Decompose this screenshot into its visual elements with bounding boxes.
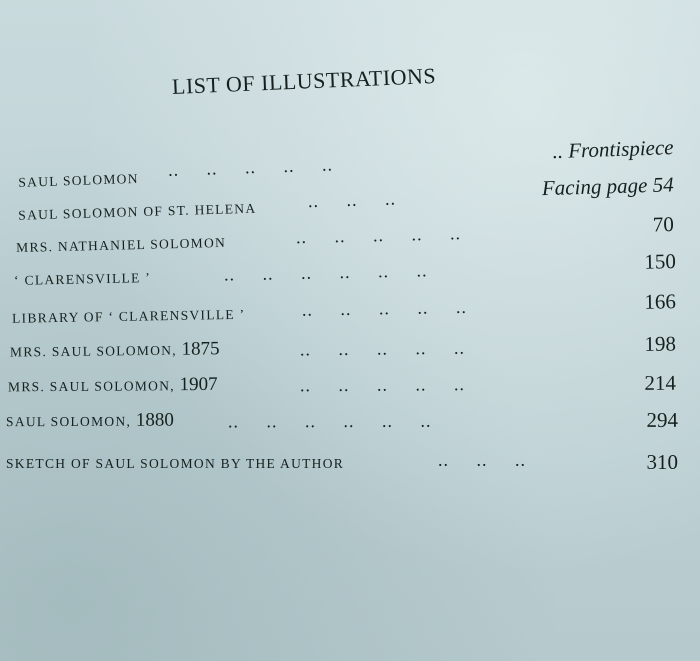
list-item (10, 332, 676, 369)
page-number: Facing page 54 (541, 172, 675, 201)
dot-leaders: .. .. .. .. .. (299, 374, 466, 396)
page-number: 294 (646, 407, 679, 432)
list-item (6, 450, 678, 480)
illustration-caption: LIBRARY OF ‘ CLARENSVILLE ’ (11, 306, 246, 326)
page-number: 150 (644, 249, 677, 274)
illustration-caption: SAUL SOLOMON, 1880 (5, 409, 174, 431)
dot-leaders: .. .. .. (438, 450, 526, 470)
dot-leaders: .. .. .. .. .. .. (223, 260, 428, 285)
illustration-caption: SKETCH OF SAUL SOLOMON BY THE AUTHOR (6, 456, 345, 471)
list-item (6, 406, 678, 438)
caption-year: 1875 (181, 338, 220, 360)
page-number: 198 (644, 331, 677, 356)
dot-leaders: .. .. .. .. .. (167, 154, 334, 180)
page-title: LIST OF ILLUSTRATIONS (171, 62, 437, 99)
page-number: .. Frontispiece (552, 135, 674, 164)
dot-leaders: .. .. .. .. .. (301, 296, 468, 320)
illustration-caption: MRS. SAUL SOLOMON, 1875 (9, 338, 220, 360)
illustration-caption: ‘ CLARENSVILLE ’ (13, 270, 152, 288)
caption-year: 1907 (179, 373, 218, 396)
list-item (12, 291, 676, 333)
page-number: 214 (644, 370, 677, 395)
illustration-caption: MRS. SAUL SOLOMON, 1907 (7, 373, 218, 396)
page-number: 70 (652, 211, 675, 237)
dot-leaders: .. .. .. .. .. .. (227, 410, 432, 432)
illustration-caption: SAUL SOLOMON OF ST. HELENA (18, 200, 257, 223)
caption-year: 1880 (135, 409, 174, 431)
dot-leaders: .. .. .. (307, 188, 397, 212)
list-item (8, 369, 676, 404)
dot-leaders: .. .. .. .. .. (295, 223, 462, 248)
illustration-caption: MRS. NATHANIEL SOLOMON (15, 234, 227, 256)
illustration-caption: SAUL SOLOMON (18, 170, 139, 190)
page-number: 310 (646, 450, 678, 474)
page-number: 166 (644, 289, 677, 314)
dot-leaders: .. .. .. .. .. (299, 337, 466, 360)
